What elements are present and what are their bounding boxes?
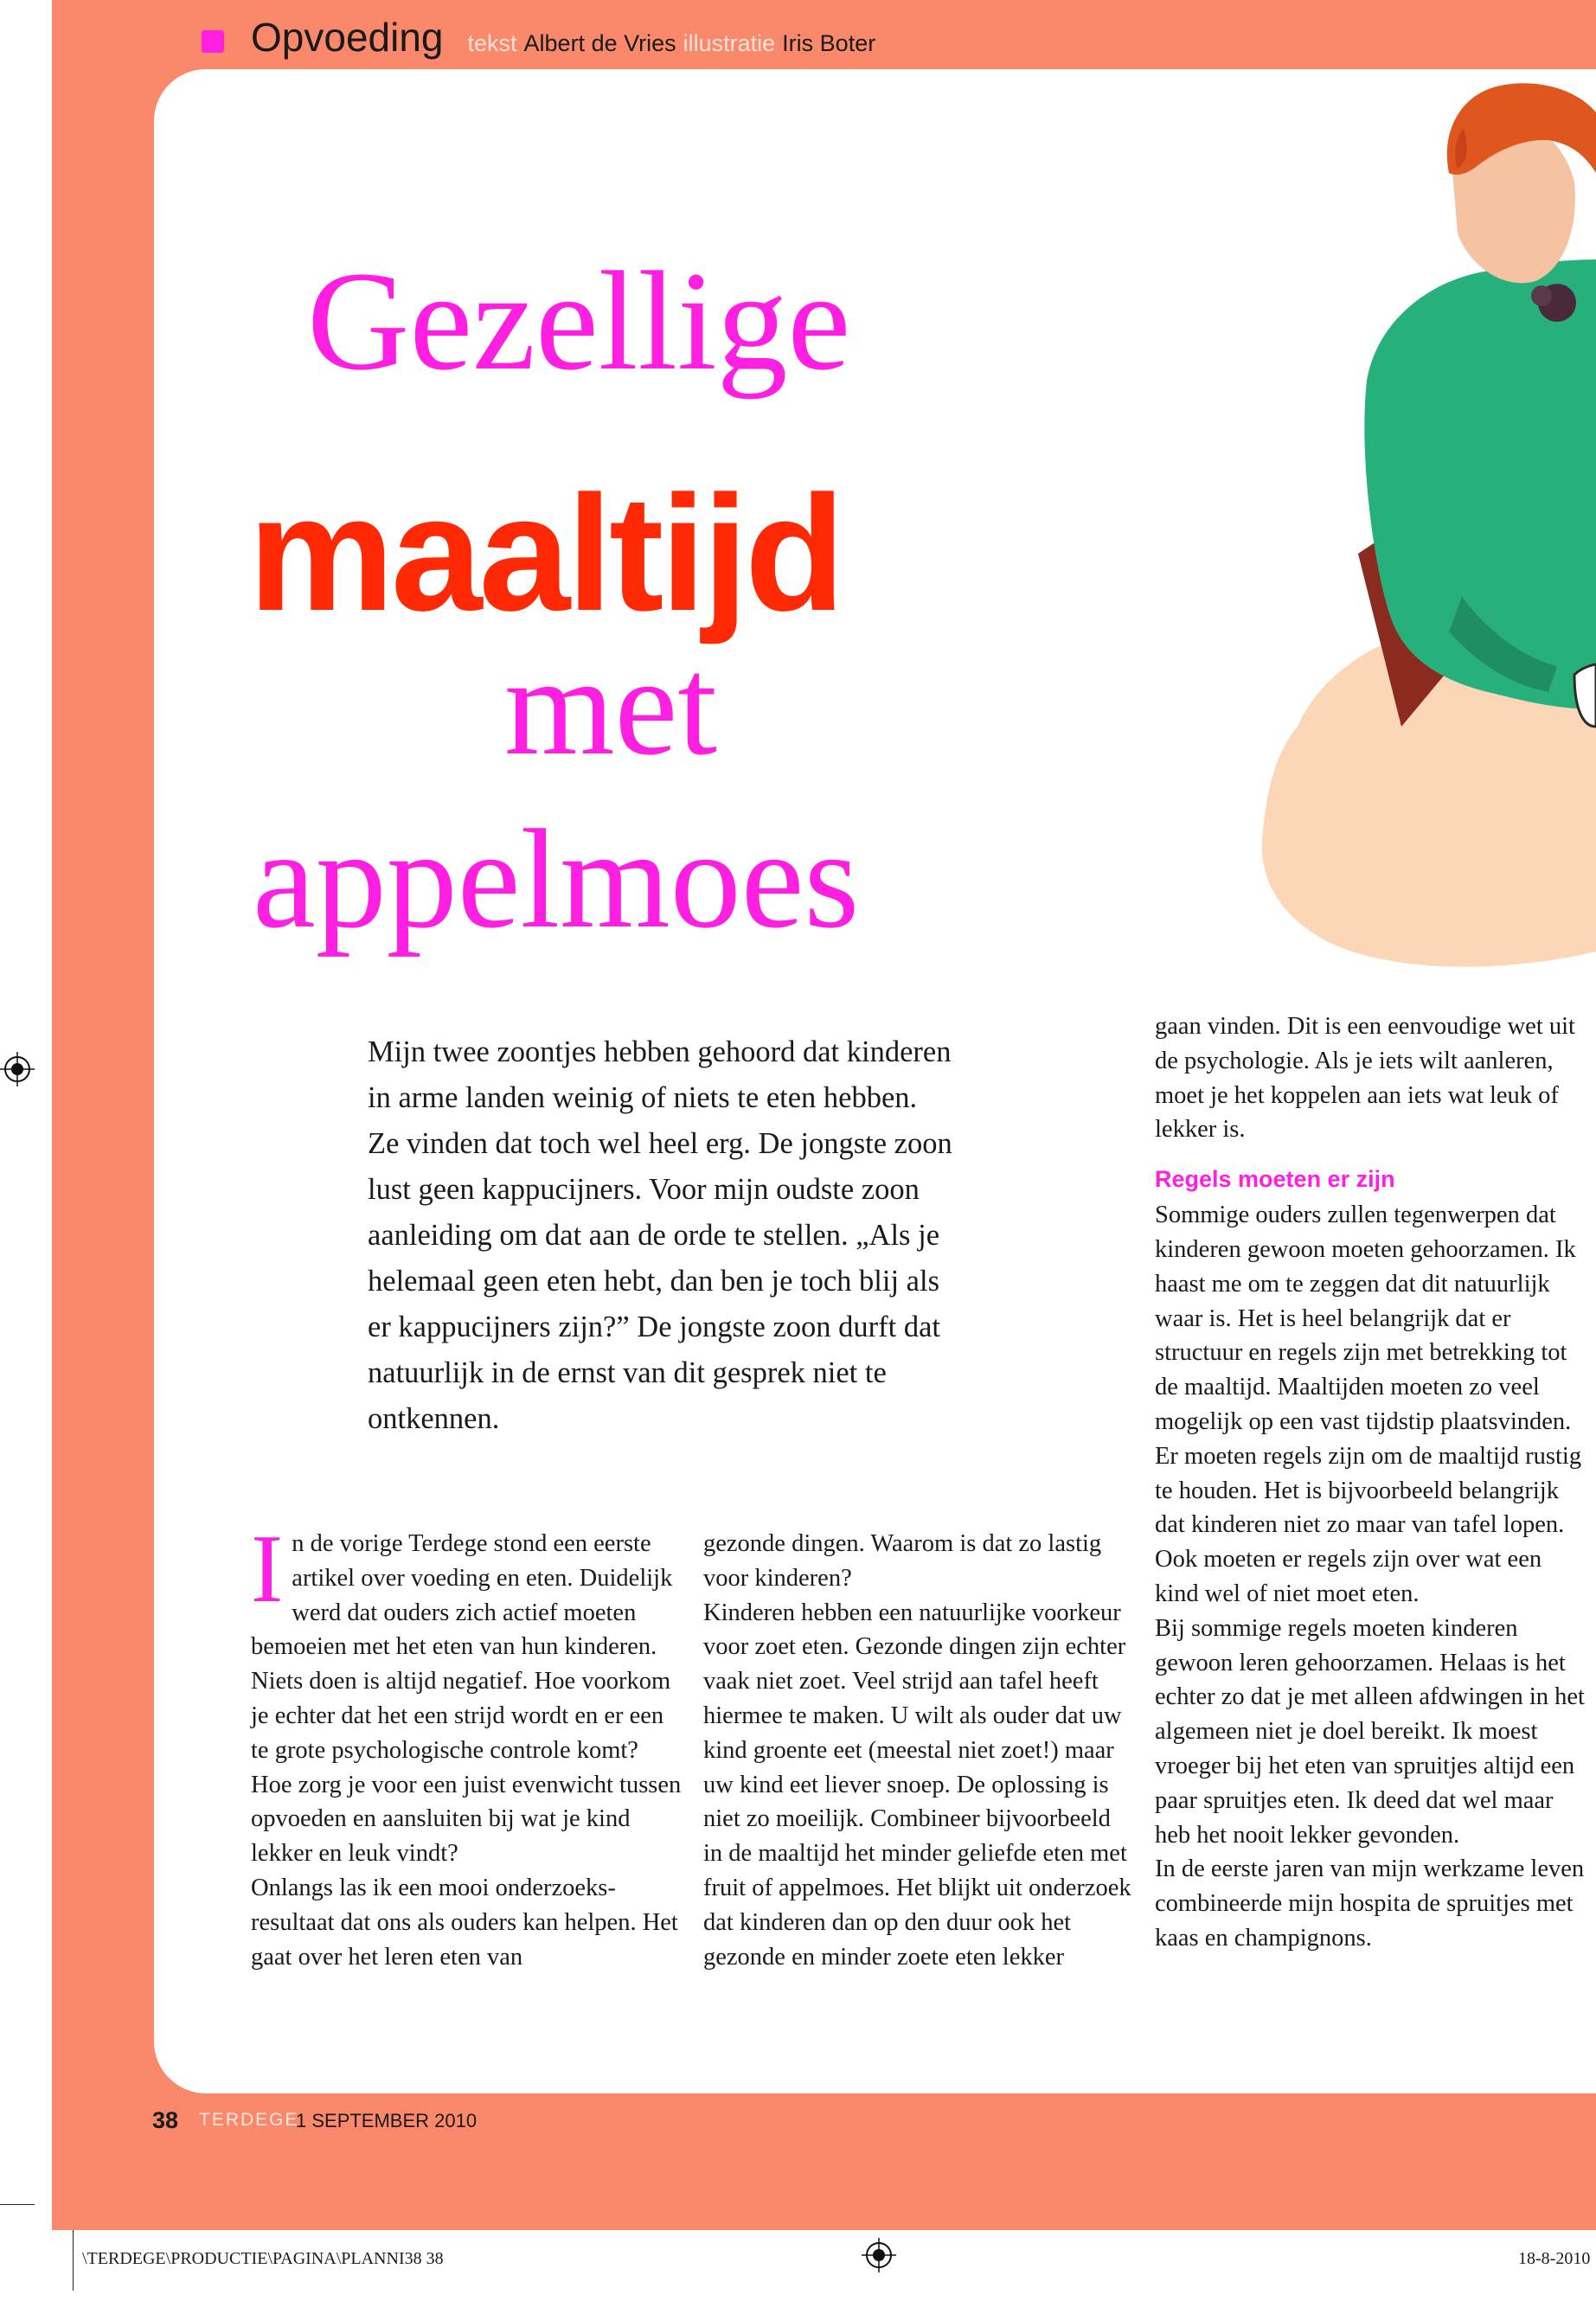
- page-number: 38: [152, 2107, 179, 2133]
- subheading: Regels moeten er zijn: [1155, 1166, 1395, 1193]
- body-column-2: [703, 1527, 1136, 1974]
- illustration-label: illustratie: [683, 30, 776, 56]
- text-label: tekst: [467, 30, 517, 56]
- article-header: [251, 14, 882, 66]
- title-line-3: met: [504, 628, 717, 785]
- paragraph: Onlangs las ik een mooi onderzoeks-resultaat dat ons als ouders kan helpen. Het gaat over het leren eten van: [251, 1874, 678, 1971]
- title-line-4: appelmoes: [253, 801, 860, 958]
- title-line-2: maaltijd: [248, 462, 842, 645]
- crop-mark: [73, 2230, 74, 2291]
- intro-paragraph: Mijn twee zoontjes hebben gehoord dat kinderen in arme landen weinig of niets te eten hebben. Ze vinden dat toch wel heel erg. De jongste zoon lust geen kappucijners. Voor mijn oudste zoon aanleiding om dat aan de orde te stellen. „Als je helemaal geen eten hebt, dan ben je toch blij als er kappucijners zijn?” De jongste zoon durft dat natuurlijk in de ernst van dit gesprek niet te ontkennen.: [368, 1035, 952, 1435]
- paragraph: n de vorige Terdege stond een eerste artikel over voeding en eten. Duidelijk werd dat ouders zich actief moeten bemoeien met het eten van hun kinderen. Niets doen is altijd negatief. Hoe voorkom je echter dat het een strijd wordt en er een te grote psychologische controle komt? Hoe zorg je voor een juist evenwicht tussen opvoeden en aansluiten bij wat je kind lekker en leuk vindt?: [251, 1530, 682, 1868]
- magazine-name: TERDEGE: [199, 2110, 299, 2130]
- illustration: [1194, 69, 1596, 969]
- issue-date: 1 SEPTEMBER 2010: [296, 2110, 478, 2131]
- registration-mark-icon: [862, 2238, 896, 2272]
- paragraph: Bij sommige regels moeten kinderen gewoon leren gehoorzamen. Helaas is het echter zo dat je met alleen afdwingen in het algemeen niet je doel bereikt. Ik moest vroeger bij het eten van spruitjes altijd een paar spruitjes eten. Ik deed dat wel maar heb het nooit lekker gevonden.: [1155, 1614, 1585, 1849]
- body-column-1: [251, 1516, 683, 1974]
- paragraph: In de eerste jaren van mijn werkzame leven combineerde mijn hospita de spruitjes met kaas en champignons.: [1155, 1856, 1585, 1952]
- drop-cap: I: [251, 1516, 284, 1623]
- section-marker: [202, 30, 224, 53]
- body-column-3: [1155, 1009, 1587, 1956]
- paragraph: Kinderen hebben een natuurlijke voorkeur voor zoet eten. Gezonde dingen zijn echter vaak niet zoet. Veel strijd aan tafel heeft hiermee te maken. U wilt als ouder dat uw kind groente eet (meestal niet zoet!) maar uw kind eet liever snoep. De oplossing is niet zo moeilijk. Combineer bijvoorbeeld in de maaltijd het minder geliefde eten met fruit of appelmoes. Het blijkt uit onderzoek dat kinderen dan op den duur ook het gezonde en minder zoete eten lekker: [703, 1599, 1131, 1971]
- illustrator-name: Iris Boter: [782, 30, 876, 56]
- paragraph: Sommige ouders zullen tegenwerpen dat kinderen gewoon moeten gehoorzamen. Ik haast me om te zeggen dat dit natuurlijk waar is. Het is heel belangrijk dat er structuur en regels zijn met betrekking tot de maaltijd. Maaltijden moeten zo veel mogelijk op een vast tijdstip plaatsvinden. Er moeten regels zijn om de maaltijd rustig te houden. Het is bijvoorbeeld belangrijk dat kinderen niet zo maar van tafel lopen. Ook moeten er regels zijn over wat een kind wel of niet moet eten.: [1155, 1202, 1582, 1607]
- section-title: Opvoeding: [251, 15, 444, 60]
- paragraph: gezonde dingen. Waarom is dat zo lastig voor kinderen?: [703, 1530, 1102, 1592]
- title-line-1: Gezellige: [307, 243, 851, 400]
- crop-mark: [0, 2204, 35, 2205]
- print-slug-path: \TERDEGE\PRODUCTIE\PAGINA\PLANNI38 38: [82, 2249, 444, 2268]
- author-name: Albert de Vries: [523, 30, 676, 56]
- registration-mark-icon: [0, 1052, 35, 1086]
- paragraph: gaan vinden. Dit is een eenvoudige wet uit de psychologie. Als je iets wilt aanleren, moet je het koppelen aan iets wat leuk of lekker is.: [1155, 1013, 1575, 1144]
- print-slug-date: 18-8-2010: [1518, 2249, 1591, 2268]
